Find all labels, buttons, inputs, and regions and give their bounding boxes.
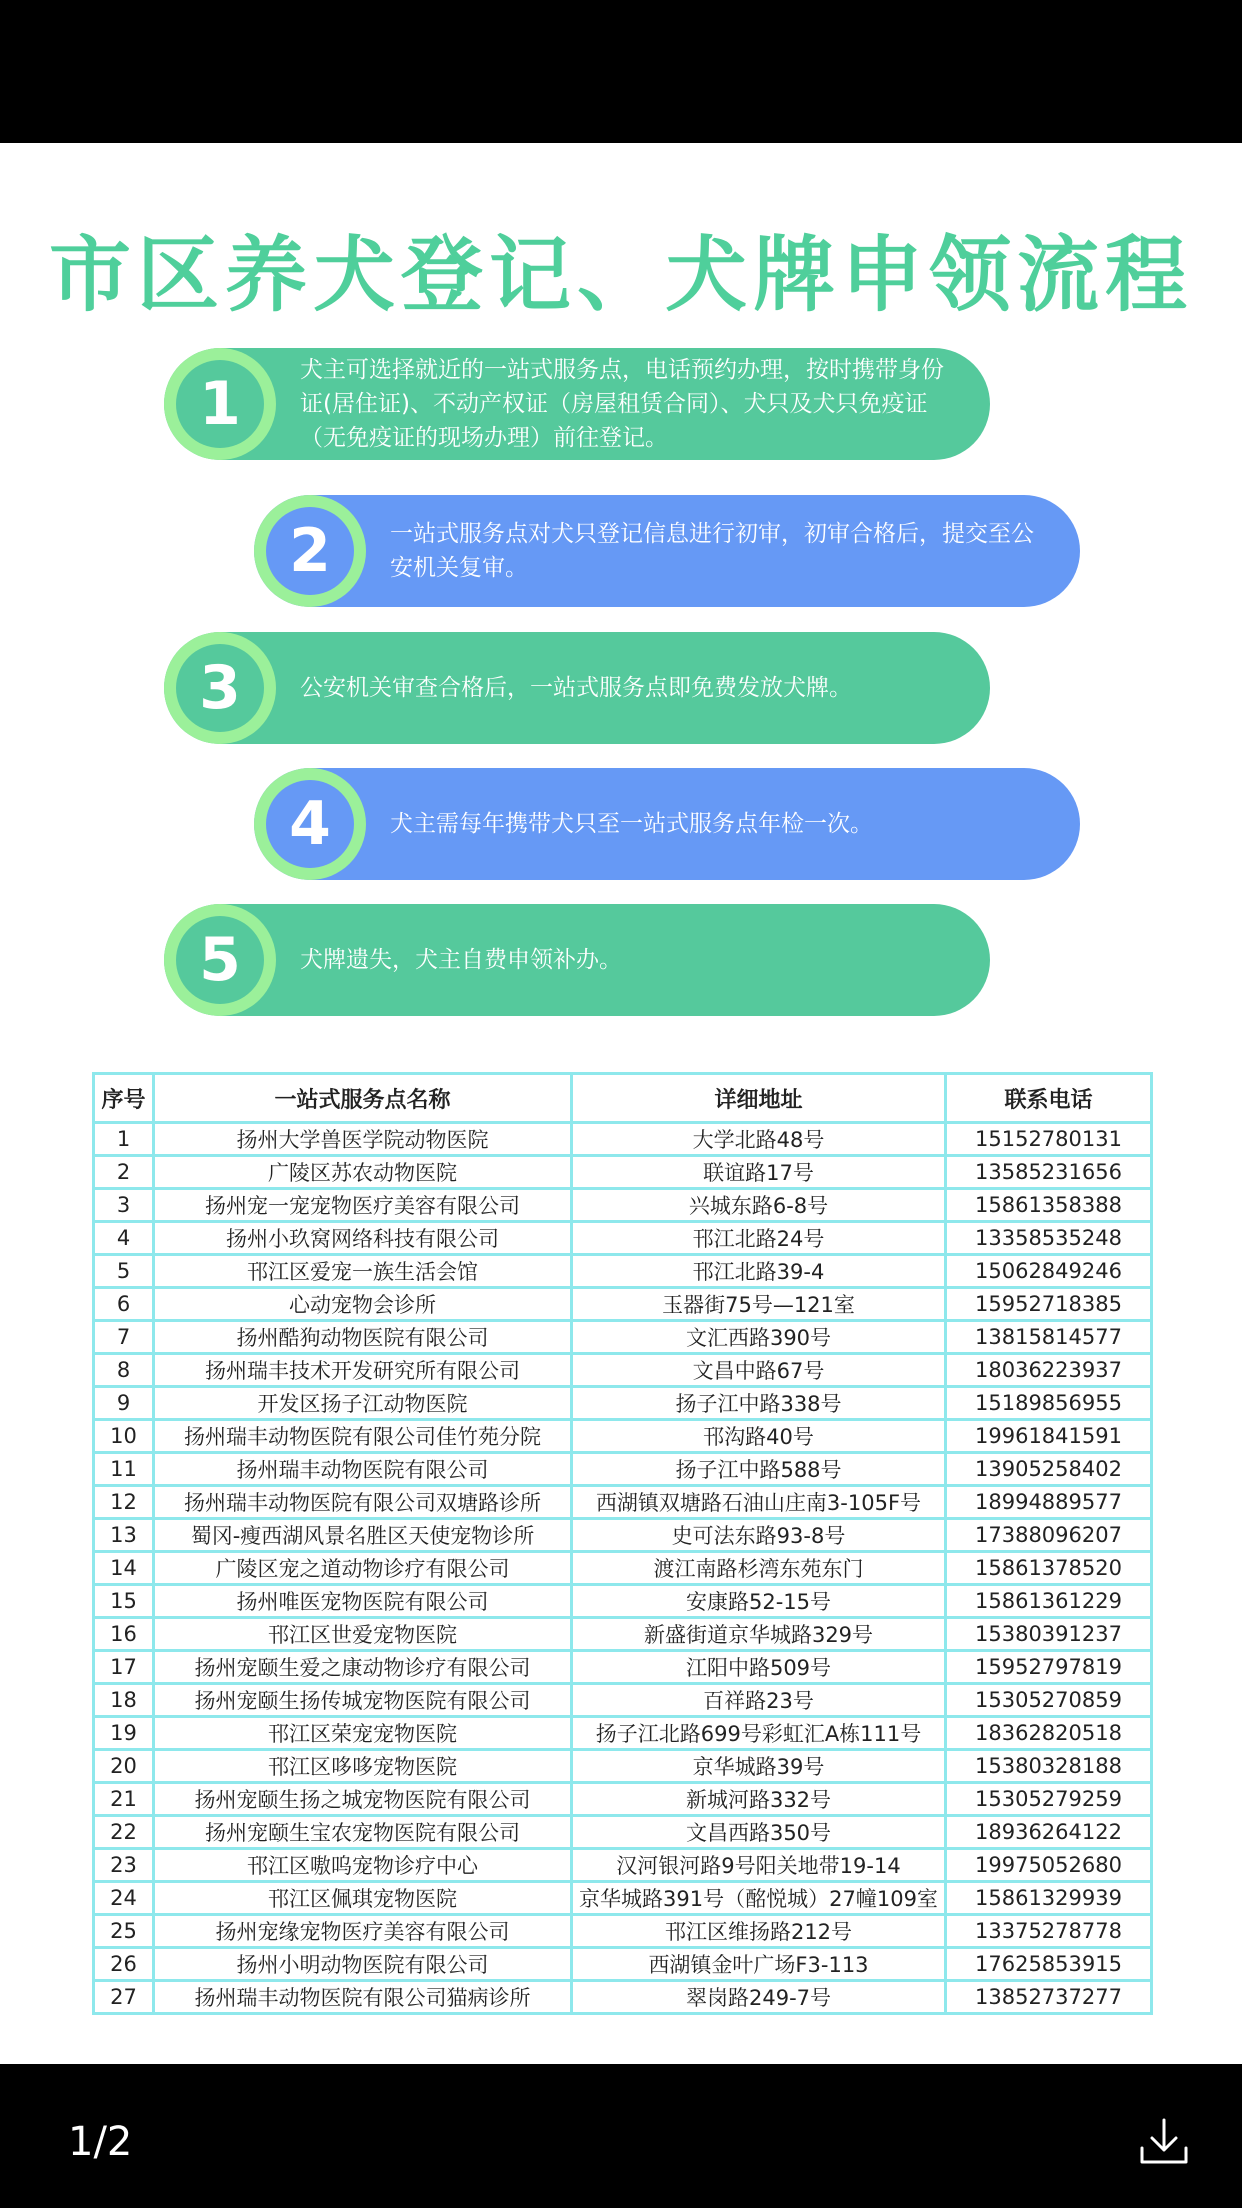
table-row: [94, 1288, 1152, 1321]
row-address: 扬子江中路588号: [572, 1453, 946, 1486]
row-index: 20: [94, 1750, 154, 1783]
table-header-row: [94, 1074, 1152, 1123]
row-address: 联谊路17号: [572, 1156, 946, 1189]
row-phone: 17388096207: [946, 1519, 1152, 1552]
row-address: 扬子江中路338号: [572, 1387, 946, 1420]
row-address: 史可法东路93-8号: [572, 1519, 946, 1552]
row-address: 扬子江北路699号彩虹汇A栋111号: [572, 1717, 946, 1750]
row-index: 25: [94, 1915, 154, 1948]
table-row: [94, 1486, 1152, 1519]
row-name: 扬州宠颐生扬传城宠物医院有限公司: [154, 1684, 572, 1717]
table-row: [94, 1915, 1152, 1948]
table-row: [94, 1123, 1152, 1156]
row-index: 12: [94, 1486, 154, 1519]
row-name: 扬州瑞丰技术开发研究所有限公司: [154, 1354, 572, 1387]
row-index: 22: [94, 1816, 154, 1849]
row-phone: 18362820518: [946, 1717, 1152, 1750]
row-name: 广陵区苏农动物医院: [154, 1156, 572, 1189]
row-name: 扬州瑞丰动物医院有限公司双塘路诊所: [154, 1486, 572, 1519]
row-name: 开发区扬子江动物医院: [154, 1387, 572, 1420]
row-phone: 15305279259: [946, 1783, 1152, 1816]
row-phone: 13358535248: [946, 1222, 1152, 1255]
row-address: 江阳中路509号: [572, 1651, 946, 1684]
step-5: [164, 904, 990, 1016]
service-points-table: [92, 1072, 1150, 2015]
row-name: 扬州大学兽医学院动物医院: [154, 1123, 572, 1156]
step-3-number: 3: [176, 644, 264, 732]
step-3-text: 公安机关审查合格后，一站式服务点即免费发放犬牌。: [300, 675, 852, 701]
row-address: 京华城路391号（酩悦城）27幢109室: [572, 1882, 946, 1915]
row-name: 扬州瑞丰动物医院有限公司佳竹苑分院: [154, 1420, 572, 1453]
row-phone: 13905258402: [946, 1453, 1152, 1486]
step-1-number: 1: [176, 360, 264, 448]
row-address: 文昌中路67号: [572, 1354, 946, 1387]
table-row: [94, 1387, 1152, 1420]
row-name: 邗江区世爱宠物医院: [154, 1618, 572, 1651]
top-bar: [0, 0, 1242, 143]
table-row: [94, 1981, 1152, 2014]
row-address: 文汇西路390号: [572, 1321, 946, 1354]
step-5-badge: [164, 904, 276, 1016]
row-index: 14: [94, 1552, 154, 1585]
row-phone: 15861378520: [946, 1552, 1152, 1585]
row-index: 10: [94, 1420, 154, 1453]
row-phone: 17625853915: [946, 1948, 1152, 1981]
step-4-number: 4: [266, 780, 354, 868]
row-phone: 15062849246: [946, 1255, 1152, 1288]
row-index: 4: [94, 1222, 154, 1255]
row-phone: 15305270859: [946, 1684, 1152, 1717]
table-row: [94, 1453, 1152, 1486]
row-name: 扬州宠颐生扬之城宠物医院有限公司: [154, 1783, 572, 1816]
row-name: 邗江区佩琪宠物医院: [154, 1882, 572, 1915]
row-address: 汉河银河路9号阳关地带19-14: [572, 1849, 946, 1882]
step-1-badge: [164, 348, 276, 460]
table-row: [94, 1519, 1152, 1552]
step-5-text: 犬牌遗失，犬主自费申领补办。: [300, 947, 622, 973]
step-5-number: 5: [176, 916, 264, 1004]
row-index: 23: [94, 1849, 154, 1882]
header-phone: 联系电话: [946, 1074, 1152, 1123]
table-row: [94, 1882, 1152, 1915]
row-name: 邗江区哆哆宠物医院: [154, 1750, 572, 1783]
row-name: 扬州酷狗动物医院有限公司: [154, 1321, 572, 1354]
table-row: [94, 1354, 1152, 1387]
row-name: 扬州宠一宠宠物医疗美容有限公司: [154, 1189, 572, 1222]
row-index: 13: [94, 1519, 154, 1552]
row-name: 邗江区爱宠一族生活会馆: [154, 1255, 572, 1288]
row-index: 27: [94, 1981, 154, 2014]
table-row: [94, 1849, 1152, 1882]
header-index: 序号: [94, 1074, 154, 1123]
download-icon[interactable]: [1136, 2114, 1192, 2170]
row-name: 扬州小明动物医院有限公司: [154, 1948, 572, 1981]
step-4-badge: [254, 768, 366, 880]
table-row: [94, 1783, 1152, 1816]
step-3: [164, 632, 990, 744]
row-address: 新城河路332号: [572, 1783, 946, 1816]
row-address: 百祥路23号: [572, 1684, 946, 1717]
row-phone: 15189856955: [946, 1387, 1152, 1420]
step-3-badge: [164, 632, 276, 744]
table-row: [94, 1948, 1152, 1981]
row-address: 邗江区维扬路212号: [572, 1915, 946, 1948]
table-row: [94, 1717, 1152, 1750]
row-address: 玉器街75号—121室: [572, 1288, 946, 1321]
row-phone: 13815814577: [946, 1321, 1152, 1354]
table-row: [94, 1618, 1152, 1651]
row-phone: 15861361229: [946, 1585, 1152, 1618]
row-phone: 13375278778: [946, 1915, 1152, 1948]
row-index: 17: [94, 1651, 154, 1684]
row-name: 扬州宠缘宠物医疗美容有限公司: [154, 1915, 572, 1948]
step-4: [254, 768, 1080, 880]
table-row: [94, 1255, 1152, 1288]
row-index: 21: [94, 1783, 154, 1816]
row-name: 扬州唯医宠物医院有限公司: [154, 1585, 572, 1618]
row-phone: 18036223937: [946, 1354, 1152, 1387]
row-index: 19: [94, 1717, 154, 1750]
table-row: [94, 1651, 1152, 1684]
row-index: 1: [94, 1123, 154, 1156]
row-address: 兴城东路6-8号: [572, 1189, 946, 1222]
table-row: [94, 1585, 1152, 1618]
row-index: 6: [94, 1288, 154, 1321]
row-name: 邗江区嗷呜宠物诊疗中心: [154, 1849, 572, 1882]
row-name: 扬州瑞丰动物医院有限公司: [154, 1453, 572, 1486]
row-index: 2: [94, 1156, 154, 1189]
row-name: 心动宠物会诊所: [154, 1288, 572, 1321]
step-2-number: 2: [266, 507, 354, 595]
row-name: 扬州瑞丰动物医院有限公司猫病诊所: [154, 1981, 572, 2014]
row-name: 邗江区荣宠宠物医院: [154, 1717, 572, 1750]
bottom-bar: [0, 2064, 1242, 2208]
table-row: [94, 1750, 1152, 1783]
header-address: 详细地址: [572, 1074, 946, 1123]
row-name: 扬州小玖窝网络科技有限公司: [154, 1222, 572, 1255]
row-index: 18: [94, 1684, 154, 1717]
row-address: 文昌西路350号: [572, 1816, 946, 1849]
step-2-badge: [254, 495, 366, 607]
step-2: [254, 495, 1080, 607]
row-address: 翠岗路249-7号: [572, 1981, 946, 2014]
row-index: 15: [94, 1585, 154, 1618]
row-address: 渡江南路杉湾东苑东门: [572, 1552, 946, 1585]
row-address: 西湖镇金叶广场F3-113: [572, 1948, 946, 1981]
header-name: 一站式服务点名称: [154, 1074, 572, 1123]
row-phone: 15861358388: [946, 1189, 1152, 1222]
row-index: 24: [94, 1882, 154, 1915]
row-phone: 15861329939: [946, 1882, 1152, 1915]
row-address: 邗江北路24号: [572, 1222, 946, 1255]
table-row: [94, 1816, 1152, 1849]
page-indicator: 1/2: [68, 2119, 133, 2165]
table-row: [94, 1420, 1152, 1453]
row-phone: 19975052680: [946, 1849, 1152, 1882]
table-row: [94, 1189, 1152, 1222]
page-title: 市区养犬登记、犬牌申领流程: [48, 228, 1193, 323]
step-1: [164, 348, 990, 460]
table-row: [94, 1156, 1152, 1189]
row-index: 5: [94, 1255, 154, 1288]
table-row: [94, 1552, 1152, 1585]
row-phone: 18936264122: [946, 1816, 1152, 1849]
table-row: [94, 1321, 1152, 1354]
row-index: 16: [94, 1618, 154, 1651]
row-index: 9: [94, 1387, 154, 1420]
step-4-text: 犬主需每年携带犬只至一站式服务点年检一次。: [390, 811, 873, 837]
row-index: 7: [94, 1321, 154, 1354]
row-phone: 15380328188: [946, 1750, 1152, 1783]
row-phone: 13585231656: [946, 1156, 1152, 1189]
row-address: 京华城路39号: [572, 1750, 946, 1783]
table-row: [94, 1222, 1152, 1255]
row-address: 新盛街道京华城路329号: [572, 1618, 946, 1651]
row-address: 安康路52-15号: [572, 1585, 946, 1618]
table-row: [94, 1684, 1152, 1717]
row-index: 11: [94, 1453, 154, 1486]
row-address: 邗沟路40号: [572, 1420, 946, 1453]
row-phone: 15380391237: [946, 1618, 1152, 1651]
step-2-text: 一站式服务点对犬只登记信息进行初审，初审合格后，提交至公安机关复审。: [390, 521, 1034, 581]
row-address: 大学北路48号: [572, 1123, 946, 1156]
row-name: 扬州宠颐生爱之康动物诊疗有限公司: [154, 1651, 572, 1684]
step-1-text: 犬主可选择就近的一站式服务点，电话预约办理，按时携带身份证(居住证)、不动产权证（房屋租赁合同）、犬只及犬只免疫证（无免疫证的现场办理）前往登记。: [300, 357, 944, 451]
row-index: 8: [94, 1354, 154, 1387]
row-index: 3: [94, 1189, 154, 1222]
row-phone: 15152780131: [946, 1123, 1152, 1156]
row-phone: 15952797819: [946, 1651, 1152, 1684]
row-index: 26: [94, 1948, 154, 1981]
row-phone: 15952718385: [946, 1288, 1152, 1321]
row-name: 蜀冈-瘦西湖风景名胜区天使宠物诊所: [154, 1519, 572, 1552]
row-phone: 18994889577: [946, 1486, 1152, 1519]
row-phone: 19961841591: [946, 1420, 1152, 1453]
row-name: 广陵区宠之道动物诊疗有限公司: [154, 1552, 572, 1585]
row-address: 邗江北路39-4: [572, 1255, 946, 1288]
row-address: 西湖镇双塘路石油山庄南3-105F号: [572, 1486, 946, 1519]
row-name: 扬州宠颐生宝农宠物医院有限公司: [154, 1816, 572, 1849]
row-phone: 13852737277: [946, 1981, 1152, 2014]
